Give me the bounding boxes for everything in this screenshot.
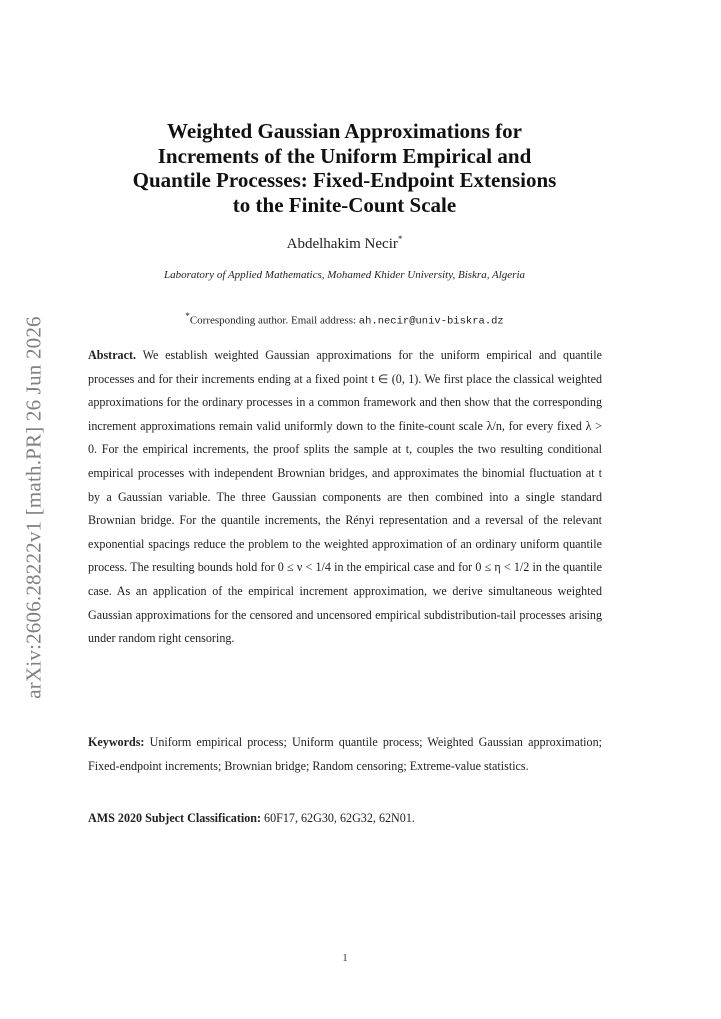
- title-line: Increments of the Uniform Empirical and: [157, 143, 532, 168]
- corresponding-email: ah.necir@univ-biskra.dz: [358, 315, 504, 328]
- ams-classification: [88, 811, 602, 826]
- author-name: Abdelhakim Necir: [286, 236, 398, 252]
- affiliation: Laboratory of Applied Mathematics, Mohamed Khider University, Biskra, Algeria: [163, 269, 526, 281]
- ams-label: AMS 2020 Subject Classification:: [88, 811, 262, 825]
- page-number: 1: [342, 953, 348, 964]
- abstract-text: We establish weighted Gaussian approximations for the uniform empirical and quantile processes and for their increments ending at a fixed point t ∈ (0, 1). We first place the classical weighted approximations for the ordinary processes in a common framework and then show that the corresponding increment approximations remain valid uniformly down to the finite-count scale λ/n, for every fixed λ > 0. For the empirical increments, the proof splits the sample at t, couples the two resulting conditional empirical processes with independent Brownian bridges, and approximates the binomial fluctuation at t by a Gaussian variable. The three Gaussian components are then combined into a single standard Brownian bridge. For the quantile increments, the Rényi representation and a reversal of the relevant exponential spacings reduce the problem to the weighted approximation of an ordinary uniform quantile process. The resulting bounds hold for 0 ≤ ν < 1/4 in the empirical case and for 0 ≤ η < 1/2 in the quantile case. As an application of the empirical increment approximation, we derive simultaneous weighted Gaussian approximations for the censored and uncensored empirical subdistribution-tail processes arising under random right censoring.: [88, 348, 602, 646]
- abstract: [88, 344, 602, 651]
- author-line: [88, 234, 601, 253]
- arxiv-identifier-stamp: [14, 287, 54, 727]
- corresponding-author-note: [88, 311, 601, 328]
- keywords-label: Keywords:: [88, 735, 145, 749]
- keywords: [88, 731, 602, 778]
- title-line: to the Finite-Count Scale: [232, 192, 457, 217]
- title-line: Weighted Gaussian Approximations for: [167, 119, 522, 143]
- abstract-label: Abstract.: [88, 348, 137, 362]
- corresponding-text: Corresponding author. Email address:: [189, 314, 359, 327]
- paper-title: [88, 119, 601, 217]
- ams-codes: 60F17, 62G30, 62G32, 62N01.: [264, 811, 415, 825]
- title-line: Quantile Processes: Fixed-Endpoint Extensions: [132, 168, 557, 192]
- corresponding-mark: *: [185, 311, 190, 321]
- keywords-text: Uniform empirical process; Uniform quantile process; Weighted Gaussian approximation; Fixed-endpoint increments; Brownian bridge; Random censoring; Extreme-value statistics.: [88, 735, 602, 773]
- arxiv-identifier-text: arXiv:2606.28222v1 [math.PR] 26 Jun 2026: [21, 315, 46, 699]
- author-footnote-mark: *: [397, 234, 403, 244]
